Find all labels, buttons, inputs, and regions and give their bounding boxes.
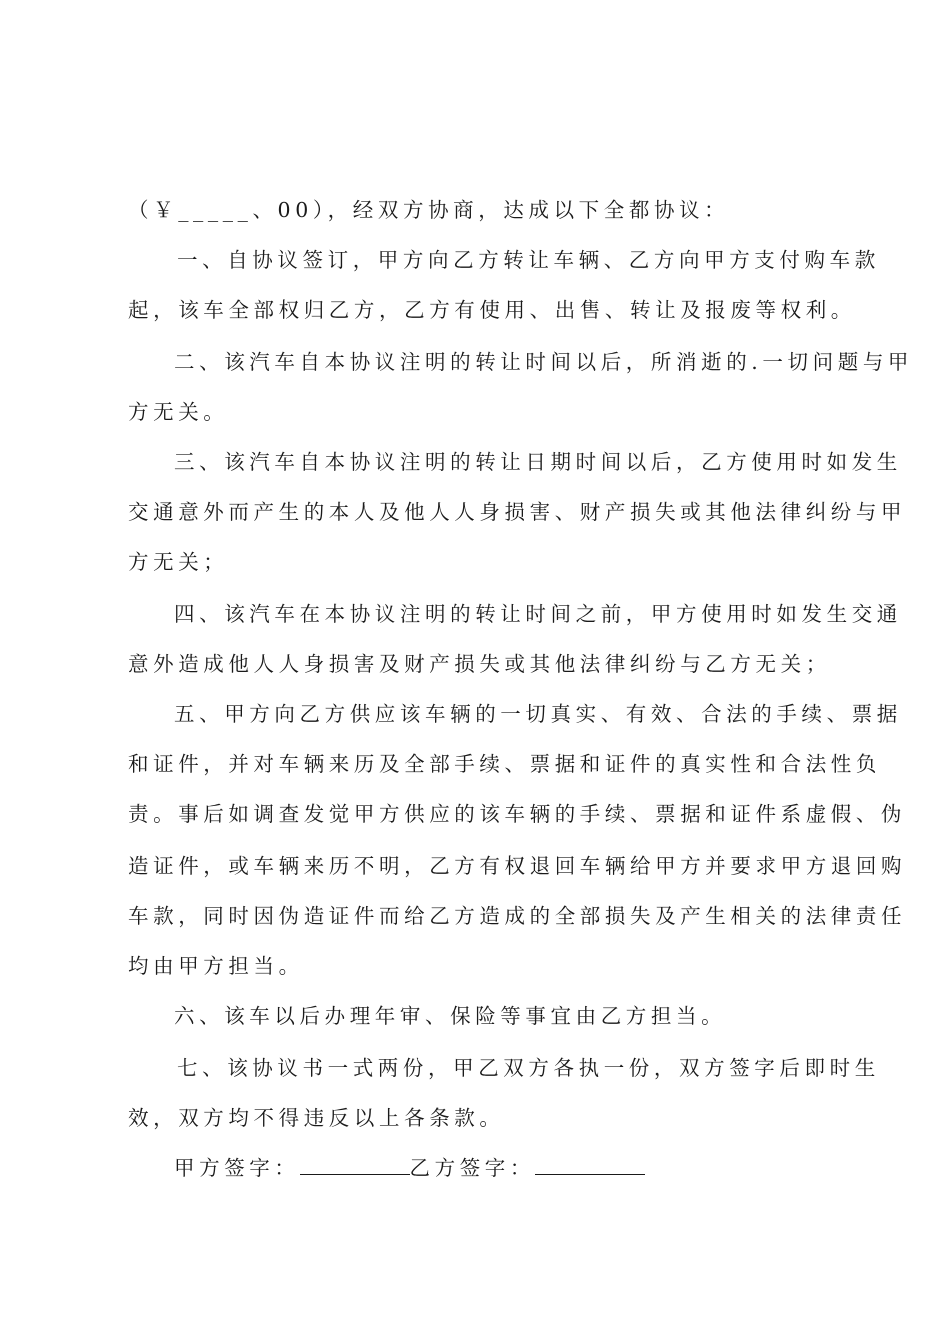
party-b-signature-blank[interactable]	[535, 1156, 645, 1175]
clause-6-line-1: 六、该车以后办理年审、保险等事宜由乙方担当。	[174, 1004, 727, 1028]
signature-line	[174, 1151, 645, 1181]
party-a-signature-blank[interactable]	[300, 1156, 410, 1175]
clause-5-line-5: 车款，同时因伪造证件而给乙方造成的全部损失及产生相关的法律责任	[128, 904, 907, 928]
clause-3-line-3: 方无关；	[128, 550, 229, 574]
clause-1-line-1: 一、自协议签订，甲方向乙方转让车辆、乙方向甲方支付购车款	[177, 248, 880, 272]
clause-5-line-6: 均由甲方担当。	[128, 954, 304, 978]
clause-5-line-3: 责。事后如调查发觉甲方供应的该车辆的手续、票据和证件系虚假、伪	[128, 802, 907, 826]
clause-5-line-4: 造证件，或车辆来历不明，乙方有权退回车辆给甲方并要求甲方退回购	[128, 854, 907, 878]
clause-4-line-2: 意外造成他人人身损害及财产损失或其他法律纠纷与乙方无关；	[128, 652, 831, 676]
clause-3-line-2: 交通意外而产生的本人及他人人身损害、财产损失或其他法律纠纷与甲	[128, 500, 907, 524]
payment-amount-line: （￥_____、00），经双方协商，达成以下全都协议：	[128, 198, 730, 222]
party-b-signature-label: 乙方签字：	[409, 1156, 535, 1180]
clause-7-line-1: 七、该协议书一式两份，甲乙双方各执一份，双方签字后即时生	[177, 1056, 880, 1080]
clause-2-line-1: 二、该汽车自本协议注明的转让时间以后，所消逝的.一切问题与甲	[174, 350, 914, 374]
party-a-signature-label: 甲方签字：	[174, 1156, 300, 1180]
clause-5-line-1: 五、甲方向乙方供应该车辆的一切真实、有效、合法的手续、票据	[174, 702, 902, 726]
clause-5-line-2: 和证件，并对车辆来历及全部手续、票据和证件的真实性和合法性负	[128, 752, 881, 776]
clause-2-line-2: 方无关。	[128, 400, 229, 424]
clause-3-line-1: 三、该汽车自本协议注明的转让日期时间以后，乙方使用时如发生	[174, 450, 902, 474]
clause-7-line-2: 效，双方均不得违反以上各条款。	[128, 1106, 505, 1130]
clause-4-line-1: 四、该汽车在本协议注明的转让时间之前，甲方使用时如发生交通	[174, 602, 902, 626]
clause-1-line-2: 起，该车全部权归乙方，乙方有使用、出售、转让及报废等权利。	[128, 298, 856, 322]
